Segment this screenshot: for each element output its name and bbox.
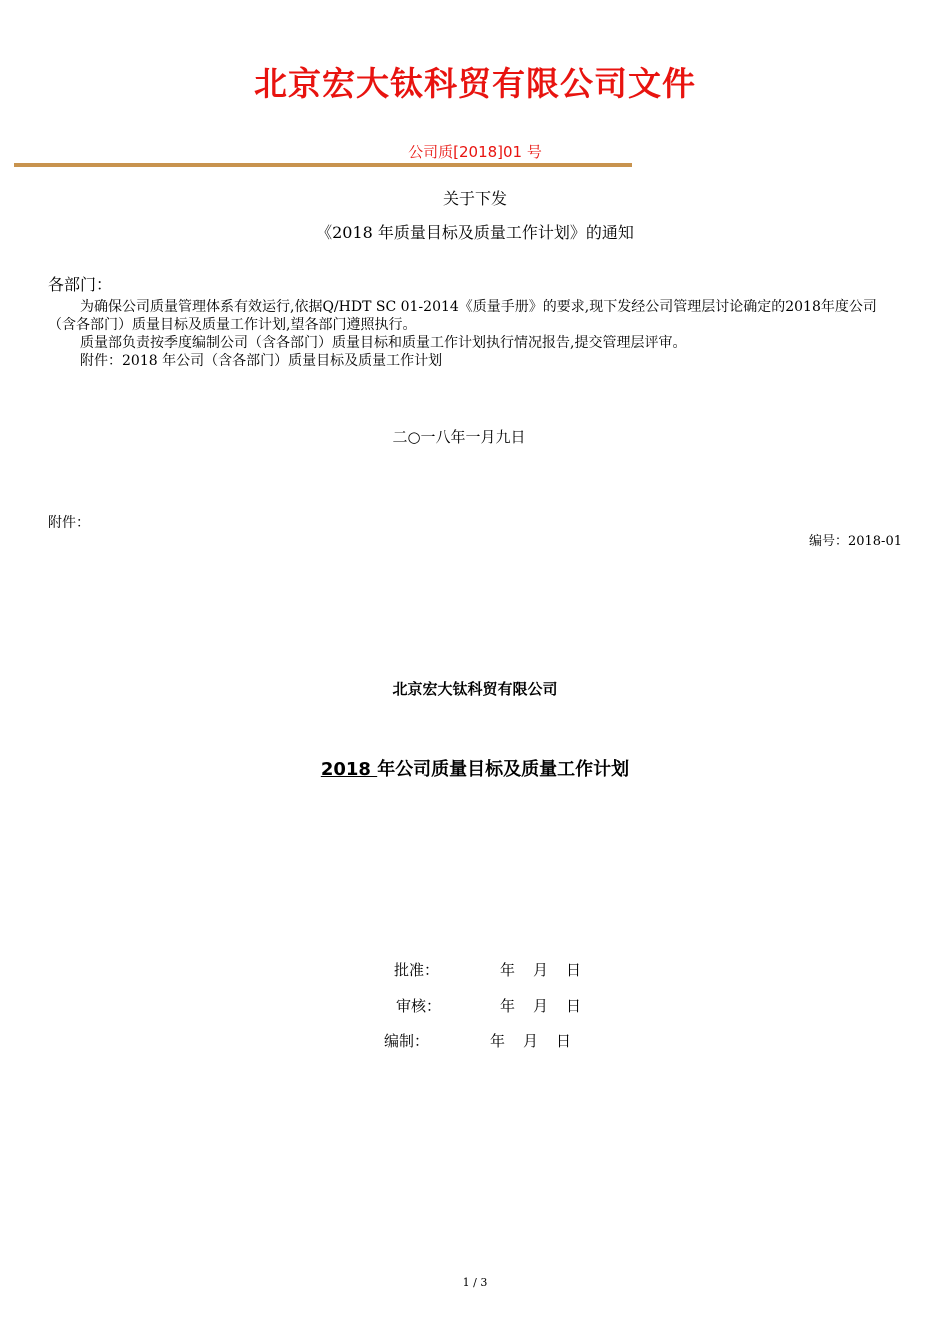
signoff-day: 日 — [566, 997, 582, 1015]
signoff-year: 年 — [500, 997, 516, 1015]
document-number: 公司质[2018]01 号 — [408, 143, 542, 161]
notice-date: 二○一八年一月九日 — [392, 428, 526, 446]
signoff-year: 年 — [490, 1032, 506, 1050]
attachment-serial-number: 编号：2018-01 — [808, 534, 902, 549]
attachment-label: 附件： — [48, 515, 90, 531]
signoff-month: 月 — [523, 1032, 539, 1050]
signoff-prepare-row — [384, 1030, 589, 1051]
notice-paragraph-2: 质量部负责按季度编制公司（含各部门）质量目标和质量工作计划执行情况报告,提交管理层评审。 — [80, 335, 687, 351]
notice-paragraph-3: 附件：2018 年公司（含各部门）质量目标及质量工作计划 — [80, 353, 443, 369]
signoff-label: 批准： — [394, 961, 440, 979]
signoff-day: 日 — [556, 1032, 572, 1050]
signoff-year: 年 — [500, 961, 516, 979]
notice-title-line1: 关于下发 — [442, 189, 507, 208]
plan-title-text: 年公司质量目标及质量工作计划 — [377, 759, 630, 780]
plan-title-year: 2018 — [320, 759, 378, 780]
signoff-review-row — [396, 995, 599, 1016]
plan-title — [0, 755, 950, 781]
company-name: 北京宏大钛科贸有限公司 — [392, 680, 558, 698]
notice-body — [48, 298, 900, 370]
signoff-approve-row — [394, 959, 599, 980]
signoff-day: 日 — [566, 961, 582, 979]
signoff-label: 编制： — [384, 1032, 430, 1050]
signoff-label: 审核： — [396, 997, 442, 1015]
notice-paragraph-1: 为确保公司质量管理体系有效运行,依据Q/HDT SC 01-2014《质量手册》的要求,现下发经公司管理层讨论确定的2018年度公司（含各部门）质量目标及质量工作计划,望各部门遵照执行。 — [48, 299, 877, 333]
notice-title-line2: 《2018 年质量目标及质量工作计划》的通知 — [316, 223, 634, 242]
signoff-month: 月 — [533, 997, 549, 1015]
page-number: 1 / 3 — [462, 1276, 488, 1289]
signoff-month: 月 — [533, 961, 549, 979]
salutation: 各部门： — [48, 275, 113, 294]
header-divider — [14, 163, 632, 167]
document-header-title: 北京宏大钛科贸有限公司文件 — [254, 64, 696, 103]
